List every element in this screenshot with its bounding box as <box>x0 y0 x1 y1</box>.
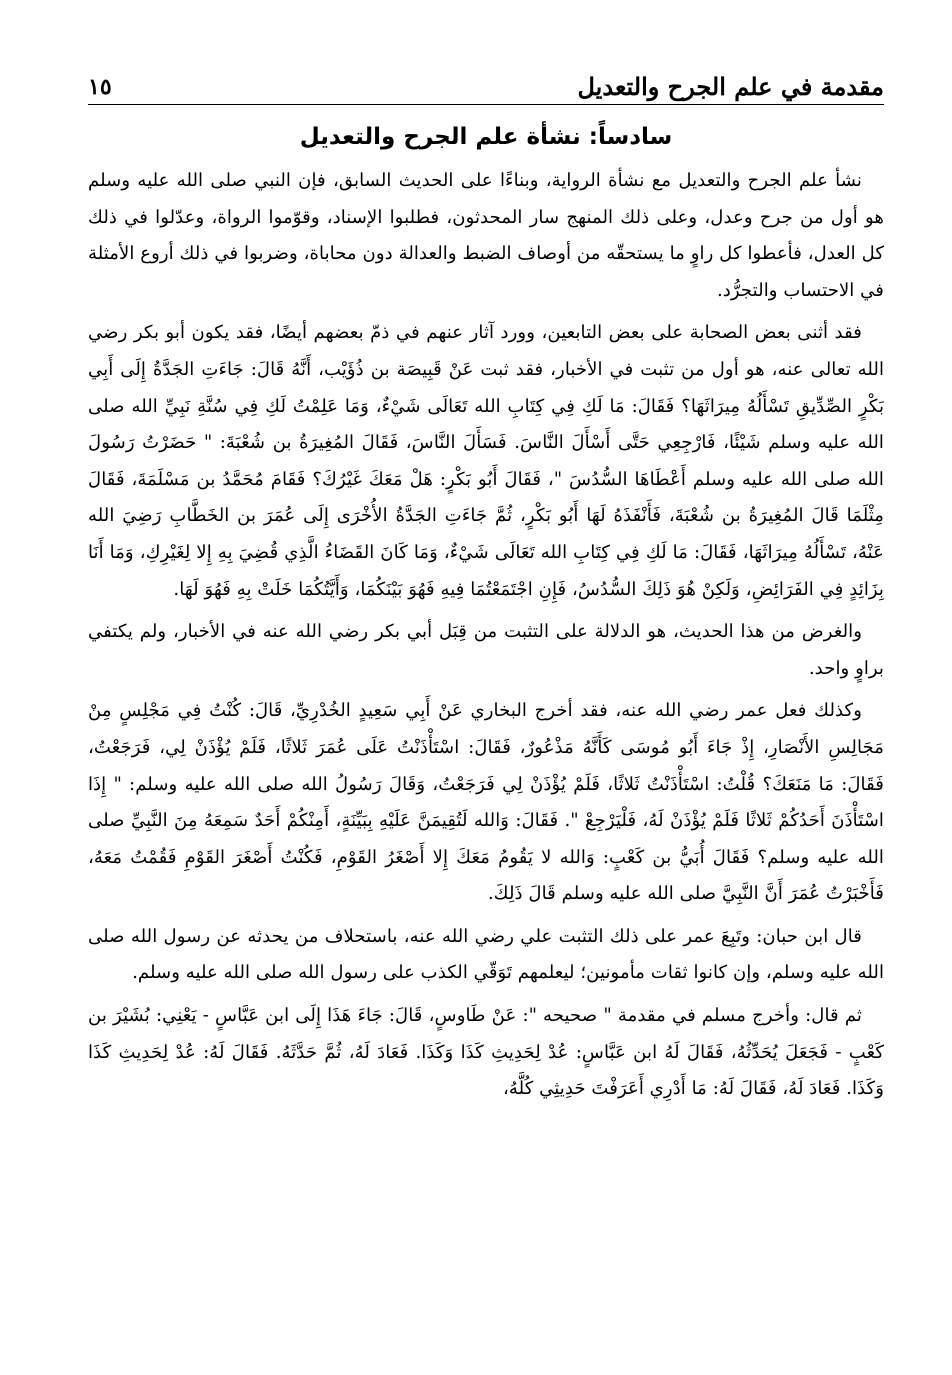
paragraph-umar-hadith: وكذلك فعل عمر رضي الله عنه، فقد أخرج البخاري عَنْ أَبِي سَعِيدٍ الخُدْرِيِّ، قَالَ: كُنْتُ فِي مَجْلِسٍ مِنْ مَجَالِسِ الأَنْصَارِ، إِذْ جَاءَ أَبُو مُوسَى كَأَنَّهُ مَذْعُورٌ، فَقَالَ: اسْتَأْذَنْتُ عَلَى عُمَرَ ثَلاثًا، فَلَمْ يُؤْذَنْ لِي، فَرَجَعْتُ، فَقَالَ: مَا مَنَعَكَ؟ قُلْتُ: اسْتَأْذَنْتُ ثَلاثًا، فَلَمْ يُؤْذَنْ لِي فَرَجَعْتُ، وَقَالَ رَسُولُ الله صلى الله عليه وسلم: " إِذَا اسْتَأْذَنَ أَحَدُكُمْ ثَلاثًا فَلَمْ يُؤْذَنْ لَهُ، فَلْيَرْجِعْ ". فَقَالَ: وَالله لَتُقِيمَنَّ عَلَيْهِ بِبَيِّنَةٍ، أَمِنْكُمْ أَحَدٌ سَمِعَهُ مِنَ النَّبِيِّ صلى الله عليه وسلم؟ فَقَالَ أُبَيُّ بن كَعْبٍ: وَالله لا يَقُومُ مَعَكَ إِلا أَصْغَرُ القَوْمِ، فَكُنْتُ أَصْغَرَ القَوْمِ فَقُمْتُ مَعَهُ، فَأَخْبَرْتُ عُمَرَ أَنَّ النَّبِيَّ صلى الله عليه وسلم قَالَ ذَلِكَ. <box>88 700 884 905</box>
paragraph-purpose: والغرض من هذا الحديث، هو الدلالة على التثبت من قِبَل أبي بكر رضي الله عنه في الأخبار، ولم يكتفي براوٍ واحد. <box>88 621 884 679</box>
page-number: ١٥ <box>88 74 112 100</box>
paragraph-ibn-hibban: قال ابن حبان: وتَبِعَ عمر على ذلك التثبت علي رضي الله عنه، باستحلاف من يحدثه عن رسول الله صلى الله عليه وسلم، وإن كانوا ثقات مأمونين؛ ليعلمهم تَوَقّي الكذب على رسول الله صلى الله عليه وسلم. <box>88 925 884 984</box>
paragraph-abu-bakr-hadith: فقد أثنى بعض الصحابة على بعض التابعين، وورد آثار عنهم في ذمّ بعضهم أيضًا، فقد يكون أبو بكر رضي الله تعالى عنه، هو أول من تثبت في الأخبار، فقد ثبت عَنْ قَبِيصَة بن ذُؤَيْب، أَنَّهُ قَالَ: جَاءَتِ الجَدَّةُ إِلَى أَبِي بَكْرٍ الصِّدِّيقِ تَسْأَلُهُ مِيرَاثَهَا؟ فَقَالَ: مَا لَكِ فِي كِتَابِ الله تَعَالَى شَيْءٌ، وَمَا عَلِمْتُ لَكِ فِي سُنَّةِ نَبِيِّ الله صلى الله عليه وسلم شَيْئًا، فَارْجِعِي حَتَّى أَسْأَلَ النَّاسَ. فَسَأَلَ النَّاسَ، فَقَالَ المُغِيرَةُ بن شُعْبَةَ: " حَضَرْتُ رَسُولَ الله صلى الله عليه وسلم أَعْطَاهَا السُّدُسَ "، فَقَالَ أَبُو بَكْرٍ: هَلْ مَعَكَ غَيْرُكَ؟ فَقَامَ مُحَمَّدُ بن مَسْلَمَةَ، فَقَالَ مِثْلَمَا قَالَ المُغِيرَةُ بن شُعْبَةَ، فَأَنْفَذَهُ لَهَا أَبُو بَكْرٍ، ثُمَّ جَاءَتِ الجَدَّةُ الأُخْرَى إِلَى عُمَرَ بن الخَطَّابِ رَضِيَ الله عَنْهُ، تَسْأَلُهُ مِيرَاثَهَا، فَقَالَ: مَا لَكِ فِي كِتَابِ الله تَعَالَى شَيْءٌ، وَمَا كَانَ القَضَاءُ الَّذِي قُضِيَ بِهِ إِلا لِغَيْرِكِ، وَمَا أَنَا بِزَائِدٍ فِي الفَرَائِضِ، وَلَكِنْ هُوَ ذَلِكَ السُّدُسُ، فَإِنِ اجْتَمَعْتُمَا فِيهِ فَهُوَ بَيْنَكُمَا، وَأَيَّتُكُمَا خَلَتْ بِهِ فَهُوَ لَهَا. <box>88 322 884 600</box>
paragraph-origin: نشأ علم الجرح والتعديل مع نشأة الرواية، وبناءًا على الحديث السابق، فإن النبي صلى الله عليه وسلم هو أول من جرح وعدل، وعلى ذلك المنهج سار المحدثون، فطلبوا الإسناد، وقوّموا الرواة، وعدّلوا في ذلك كل العدل، فأعطوا كل راوٍ ما يستحقّه من أوصاف الضبط والعدالة دون محاباة، وضربوا في ذلك أروع الأمثلة في الاحتساب والتجرُّد. <box>88 170 884 301</box>
paragraph-muslim-intro: ثم قال: وأخرج مسلم في مقدمة " صحيحه ": عَنْ طَاوسٍ، قَالَ: جَاءَ هَذَا إِلَى ابن عَبَّاسٍ - يَعْنِي: بُشَيْرَ بن كَعْبٍ - فَجَعَلَ يُحَدِّثُهُ، فَقَالَ لَهُ ابن عَبَّاسٍ: عُدْ لِحَدِيثِ كَذَا وَكَذَا. فَعَادَ لَهُ، ثُمَّ حَدَّثَهُ. فَقَالَ لَهُ: عُدْ لِحَدِيثِ كَذَا وَكَذَا. فَعَادَ لَهُ، فَقَالَ لَهُ: مَا أَدْرِي أَعَرَفْتَ حَدِيثِي كُلَّهُ، <box>88 1005 884 1100</box>
section-heading: سادساً: نشأة علم الجرح والتعديل <box>299 124 673 150</box>
running-header <box>88 60 884 105</box>
running-header-title: مقدمة في علم الجرح والتعديل <box>577 72 884 101</box>
